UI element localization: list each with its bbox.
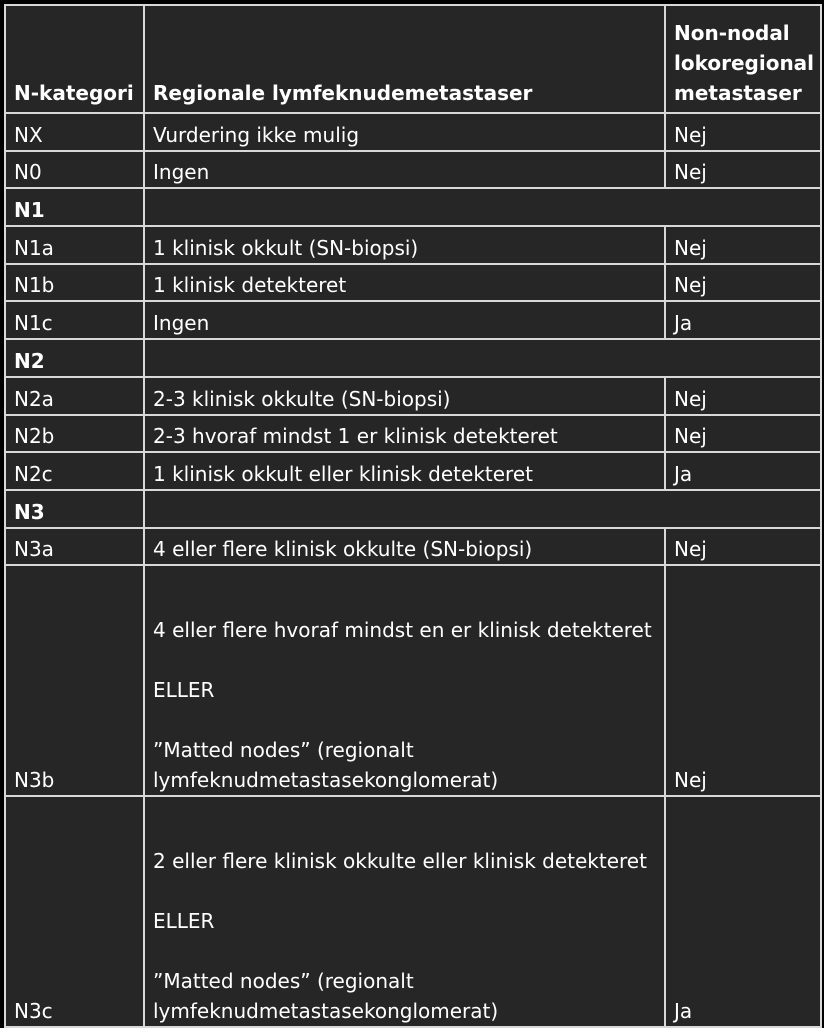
cell-category: N2c <box>5 452 144 490</box>
table-row <box>5 565 821 796</box>
cell-category-group: N1 <box>5 188 144 226</box>
header-n-category: N-kategori <box>5 5 144 113</box>
n-category-table <box>4 4 822 1028</box>
cell-description: Ingen <box>144 301 665 339</box>
header-regional-lymph-node-metastases: Regionale lymfeknudemetastaser <box>144 5 665 113</box>
cell-category: N2b <box>5 415 144 453</box>
group-row <box>5 490 821 528</box>
cell-non-nodal: Nej <box>665 264 821 302</box>
cell-non-nodal: Nej <box>665 226 821 264</box>
cell-non-nodal: Nej <box>665 377 821 415</box>
table-row <box>5 301 821 339</box>
cell-non-nodal: Ja <box>665 452 821 490</box>
cell-group-empty <box>144 339 821 377</box>
table-row <box>5 415 821 453</box>
cell-category-group: N2 <box>5 339 144 377</box>
description-paragraph: ELLER <box>153 909 215 934</box>
cell-non-nodal: Nej <box>665 415 821 453</box>
description-paragraph: ELLER <box>153 678 215 703</box>
description-paragraph: ”Matted nodes” (regionalt lymfeknudmetastasekonglomerat) <box>153 969 499 1024</box>
table-row <box>5 113 821 151</box>
cell-category: N1b <box>5 264 144 302</box>
cell-non-nodal: Nej <box>665 113 821 151</box>
cell-description: 2-3 klinisk okkulte (SN-biopsi) <box>144 377 665 415</box>
header-non-nodal-metastases: Non-nodal lokoregional metastaser <box>665 5 821 113</box>
cell-category-group: N3 <box>5 490 144 528</box>
table-row <box>5 226 821 264</box>
cell-description: 1 klinisk okkult (SN-biopsi) <box>144 226 665 264</box>
cell-description <box>144 565 665 796</box>
description-paragraph: 4 eller flere hvoraf mindst en er klinisk detekteret <box>153 618 652 643</box>
cell-description: 1 klinisk okkult eller klinisk detekteret <box>144 452 665 490</box>
cell-non-nodal: Nej <box>665 528 821 566</box>
cell-description: 1 klinisk detekteret <box>144 264 665 302</box>
cell-category: N0 <box>5 151 144 189</box>
cell-category: N3c <box>5 796 144 1027</box>
table-row <box>5 151 821 189</box>
table-row <box>5 452 821 490</box>
cell-description: 2-3 hvoraf mindst 1 er klinisk detekteret <box>144 415 665 453</box>
table-row <box>5 528 821 566</box>
cell-category: N3b <box>5 565 144 796</box>
cell-category: N2a <box>5 377 144 415</box>
header-row <box>5 5 821 113</box>
cell-non-nodal: Ja <box>665 796 821 1027</box>
cell-category: NX <box>5 113 144 151</box>
description-paragraph: 2 eller flere klinisk okkulte eller klinisk detekteret <box>153 849 647 874</box>
cell-category: N3a <box>5 528 144 566</box>
cell-non-nodal: Nej <box>665 151 821 189</box>
cell-group-empty <box>144 188 821 226</box>
cell-description <box>144 796 665 1027</box>
cell-category: N1c <box>5 301 144 339</box>
cell-description: Vurdering ikke mulig <box>144 113 665 151</box>
cell-group-empty <box>144 490 821 528</box>
group-row <box>5 188 821 226</box>
table-row <box>5 264 821 302</box>
cell-description: Ingen <box>144 151 665 189</box>
group-row <box>5 339 821 377</box>
table-row <box>5 377 821 415</box>
description-paragraph: ”Matted nodes” (regionalt lymfeknudmetastasekonglomerat) <box>153 738 499 793</box>
table-row <box>5 796 821 1027</box>
cell-non-nodal: Ja <box>665 301 821 339</box>
cell-description: 4 eller flere klinisk okkulte (SN-biopsi) <box>144 528 665 566</box>
cell-non-nodal: Nej <box>665 565 821 796</box>
cell-category: N1a <box>5 226 144 264</box>
